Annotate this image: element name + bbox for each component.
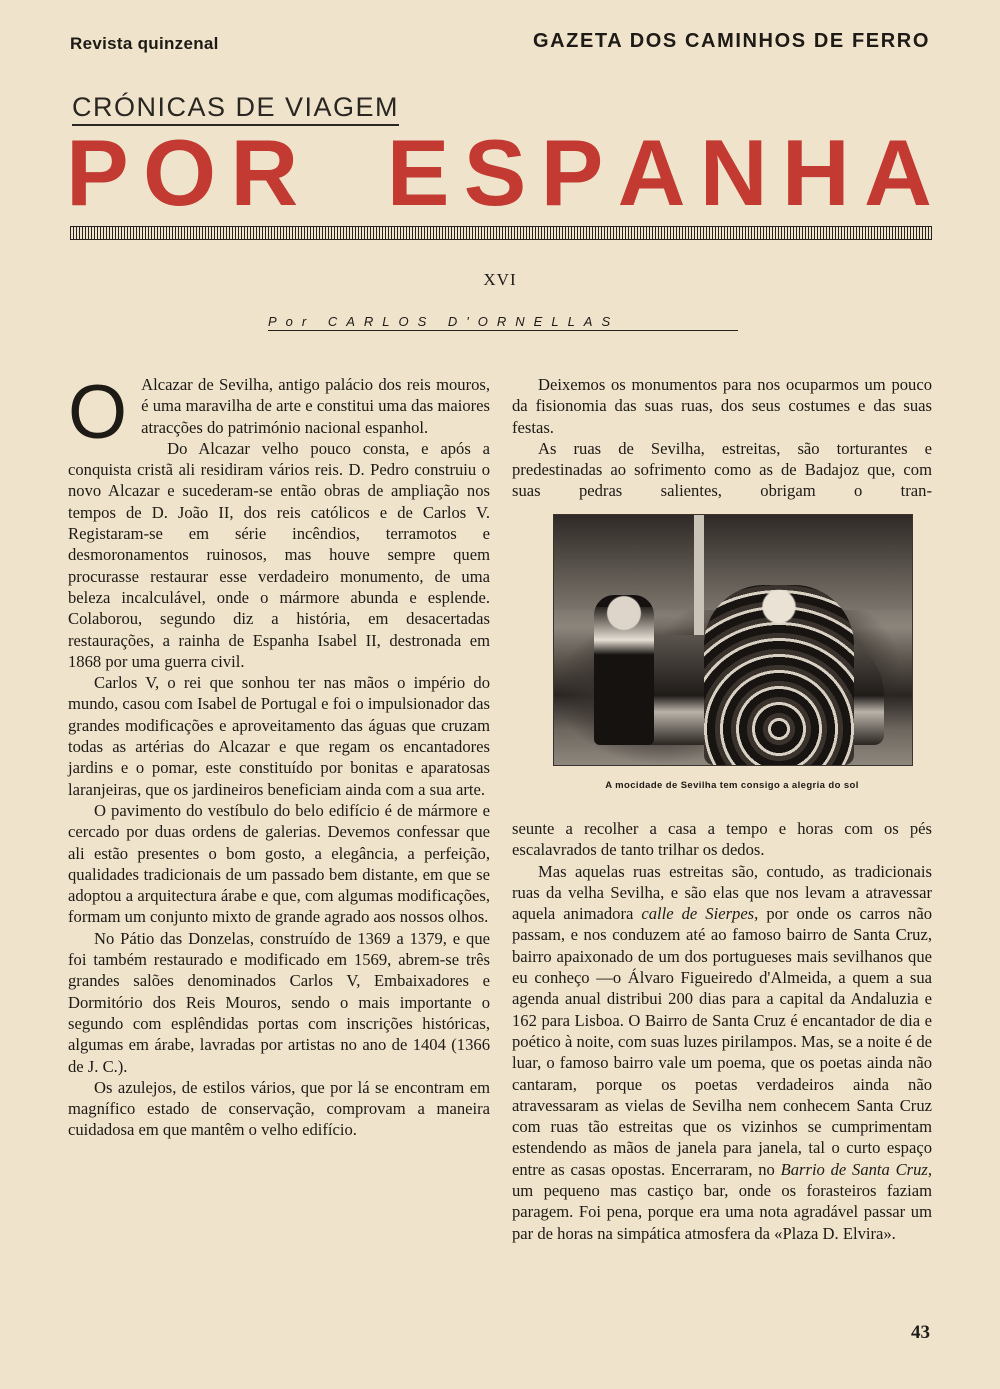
paragraph: Deixemos os monumentos para nos ocuparmos um pouco da fisionomia das suas ruas, dos seus costumes e das suas festas.	[512, 375, 932, 437]
title-letter: H	[781, 120, 850, 225]
title-letter: P	[540, 120, 604, 225]
left-column	[68, 370, 490, 1141]
decorative-rule	[70, 226, 932, 240]
paragraph: O pavimento do vestíbulo do belo edifício é de mármore e cercado por duas ordens de galerias. Devemos confessar que ali estão presentes o bom gosto, a elegância, a perfeição, qualidades tradicionais de um passado bem distante, em que se adoptou a arquitectura árabe e que, com algumas modificações, formam um conjunto mixto de grande agrado aos nossos olhos.	[68, 800, 490, 927]
article-title	[66, 120, 932, 225]
photo-man	[594, 595, 654, 745]
section-kicker: CRÓNICAS DE VIAGEM	[72, 92, 399, 126]
italic-run: Barrio de Santa Cruz,	[780, 1159, 933, 1179]
text-run: Mas aquelas ruas estreitas são, contudo, as tradicionais ruas da velha Sevilha, e são elas que nos levam a atravessar aquela animadora	[512, 861, 932, 924]
paragraph-text: Alcazar de Sevilha, antigo palácio dos reis mouros, é uma maravilha de arte e constitui uma das maiores atracções do património nacional espanhol.	[141, 375, 490, 437]
paragraph: Do Alcazar velho pouco consta, e após a conquista cristã ali residiram vários reis. D. Pedro construiu o novo Alcazar e sucederam-se então obras de ampliação nos tempos de D. João II, dos reis católicos e de Carlos V. Registaram-se em série incêndios, terramotos e desmoronamentos ruinosos, mas houve sempre quem procurasse restaurar esse verdadeiro monumento, de uma beleza incalculável, onde o mármore abunda e esplende. Colaborou, segundo diz a história, em desacertadas restaurações, a rainha de Espanha Isabel II, destronada em 1868 por uma guerra civil.	[68, 438, 490, 671]
paragraph: Os azulejos, de estilos vários, que por lá se encontram em magnífico estado de conservação, comprovam a maneira cuidadosa em que mantêm o velho edifício.	[68, 1077, 490, 1140]
photo-caption: A mocidade de Sevilha tem consigo a alegria do sol	[605, 780, 859, 791]
publication-frequency: Revista quinzenal	[70, 34, 219, 53]
italic-run: calle de Sierpes	[641, 904, 755, 924]
publication-title: GAZETA DOS CAMINHOS DE FERRO	[532, 30, 930, 52]
title-letter: R	[230, 120, 299, 225]
photograph	[553, 514, 913, 766]
paragraph	[512, 861, 932, 1244]
paragraph-continuation: seunte a recolher a casa a tempo e horas com os pés escalavrados de tanto trilhar os dedos.	[512, 819, 932, 860]
title-letter: A	[864, 120, 932, 225]
title-letter: P	[66, 120, 129, 225]
paragraph: No Pátio das Donzelas, construído de 1369 a 1379, e que foi também restaurado e modificado em 1569, abrem-se três grandes salões denominados Carlos V, Embaixadores e Dormitório dos Reis Mouros, sendo o mais importante o segundo com esplêndidas portas com inscrições históricas, algumas em árabe, lavradas por artistas no ano de 1404 (1366 de J. C.).	[68, 928, 490, 1076]
paragraph	[68, 370, 490, 455]
title-letter: S	[463, 120, 527, 225]
title-letter: O	[142, 120, 217, 225]
drop-cap: O	[68, 370, 128, 455]
text-run: , por onde os carros não passam, e nos conduzem até ao famoso bairro de Santa Cruz, bairro apaixonado de um dos portugueses mais sevilhanos que eu conheço —o Álvaro Figueiredo d'Almeida, a quem a sua agenda anual distribui 200 dias para a capital da Andaluzia e 162 para Lisboa. O Bairro de Santa Cruz é encantador de dia e poético à noite, com suas luzes pirilampos. Mas, se a noite é de luar, o famoso bairro vale um poema, que os poetas ainda não cantaram, porque os poetas verdadeiros ainda não atravessaram as vielas de Sevilha nem conhecem Santa Cruz com ruas tão estreitas que os vizinhos se cumprimentam estendendo as mãos de janela para janela, tal o curto espaço entre as casas opostas. Encerraram, no	[512, 904, 932, 1179]
paragraph: As ruas de Sevilha, estreitas, são torturantes e predestinadas ao sofrimento como as de Badajoz que, com suas pedras salientes, obrigam o tran-	[512, 438, 932, 501]
text-run: um pequeno mas castiço bar, onde os forasteiros faziam paragem. Foi pena, porque era uma nota agradável passar um par de horas na simpática atmosfera da «Plaza D. Elvira».	[512, 1181, 932, 1243]
title-space	[312, 128, 372, 218]
photo-woman	[704, 585, 854, 765]
title-letter: E	[386, 120, 450, 225]
title-letter: N	[699, 120, 768, 225]
page-number: 43	[911, 1322, 930, 1343]
title-letter: A	[617, 120, 686, 225]
right-column-bottom	[512, 818, 932, 1244]
right-column-top	[512, 374, 932, 502]
part-number: XVI	[483, 270, 517, 289]
byline: Por CARLOS D'ORNELLAS	[268, 314, 738, 331]
paragraph: Carlos V, o rei que sonhou ter nas mãos o império do mundo, casou com Isabel de Portugal e foi o impulsionador das grandes modificações e aproveitamento das águas que cruzam todas as artérias do Alcazar e que regam os encantadores jardins e o pomar, este constituído por bonitas e aparatosas laranjeiras, que os jardineiros beneficiam ainda com a sua arte.	[68, 673, 490, 799]
